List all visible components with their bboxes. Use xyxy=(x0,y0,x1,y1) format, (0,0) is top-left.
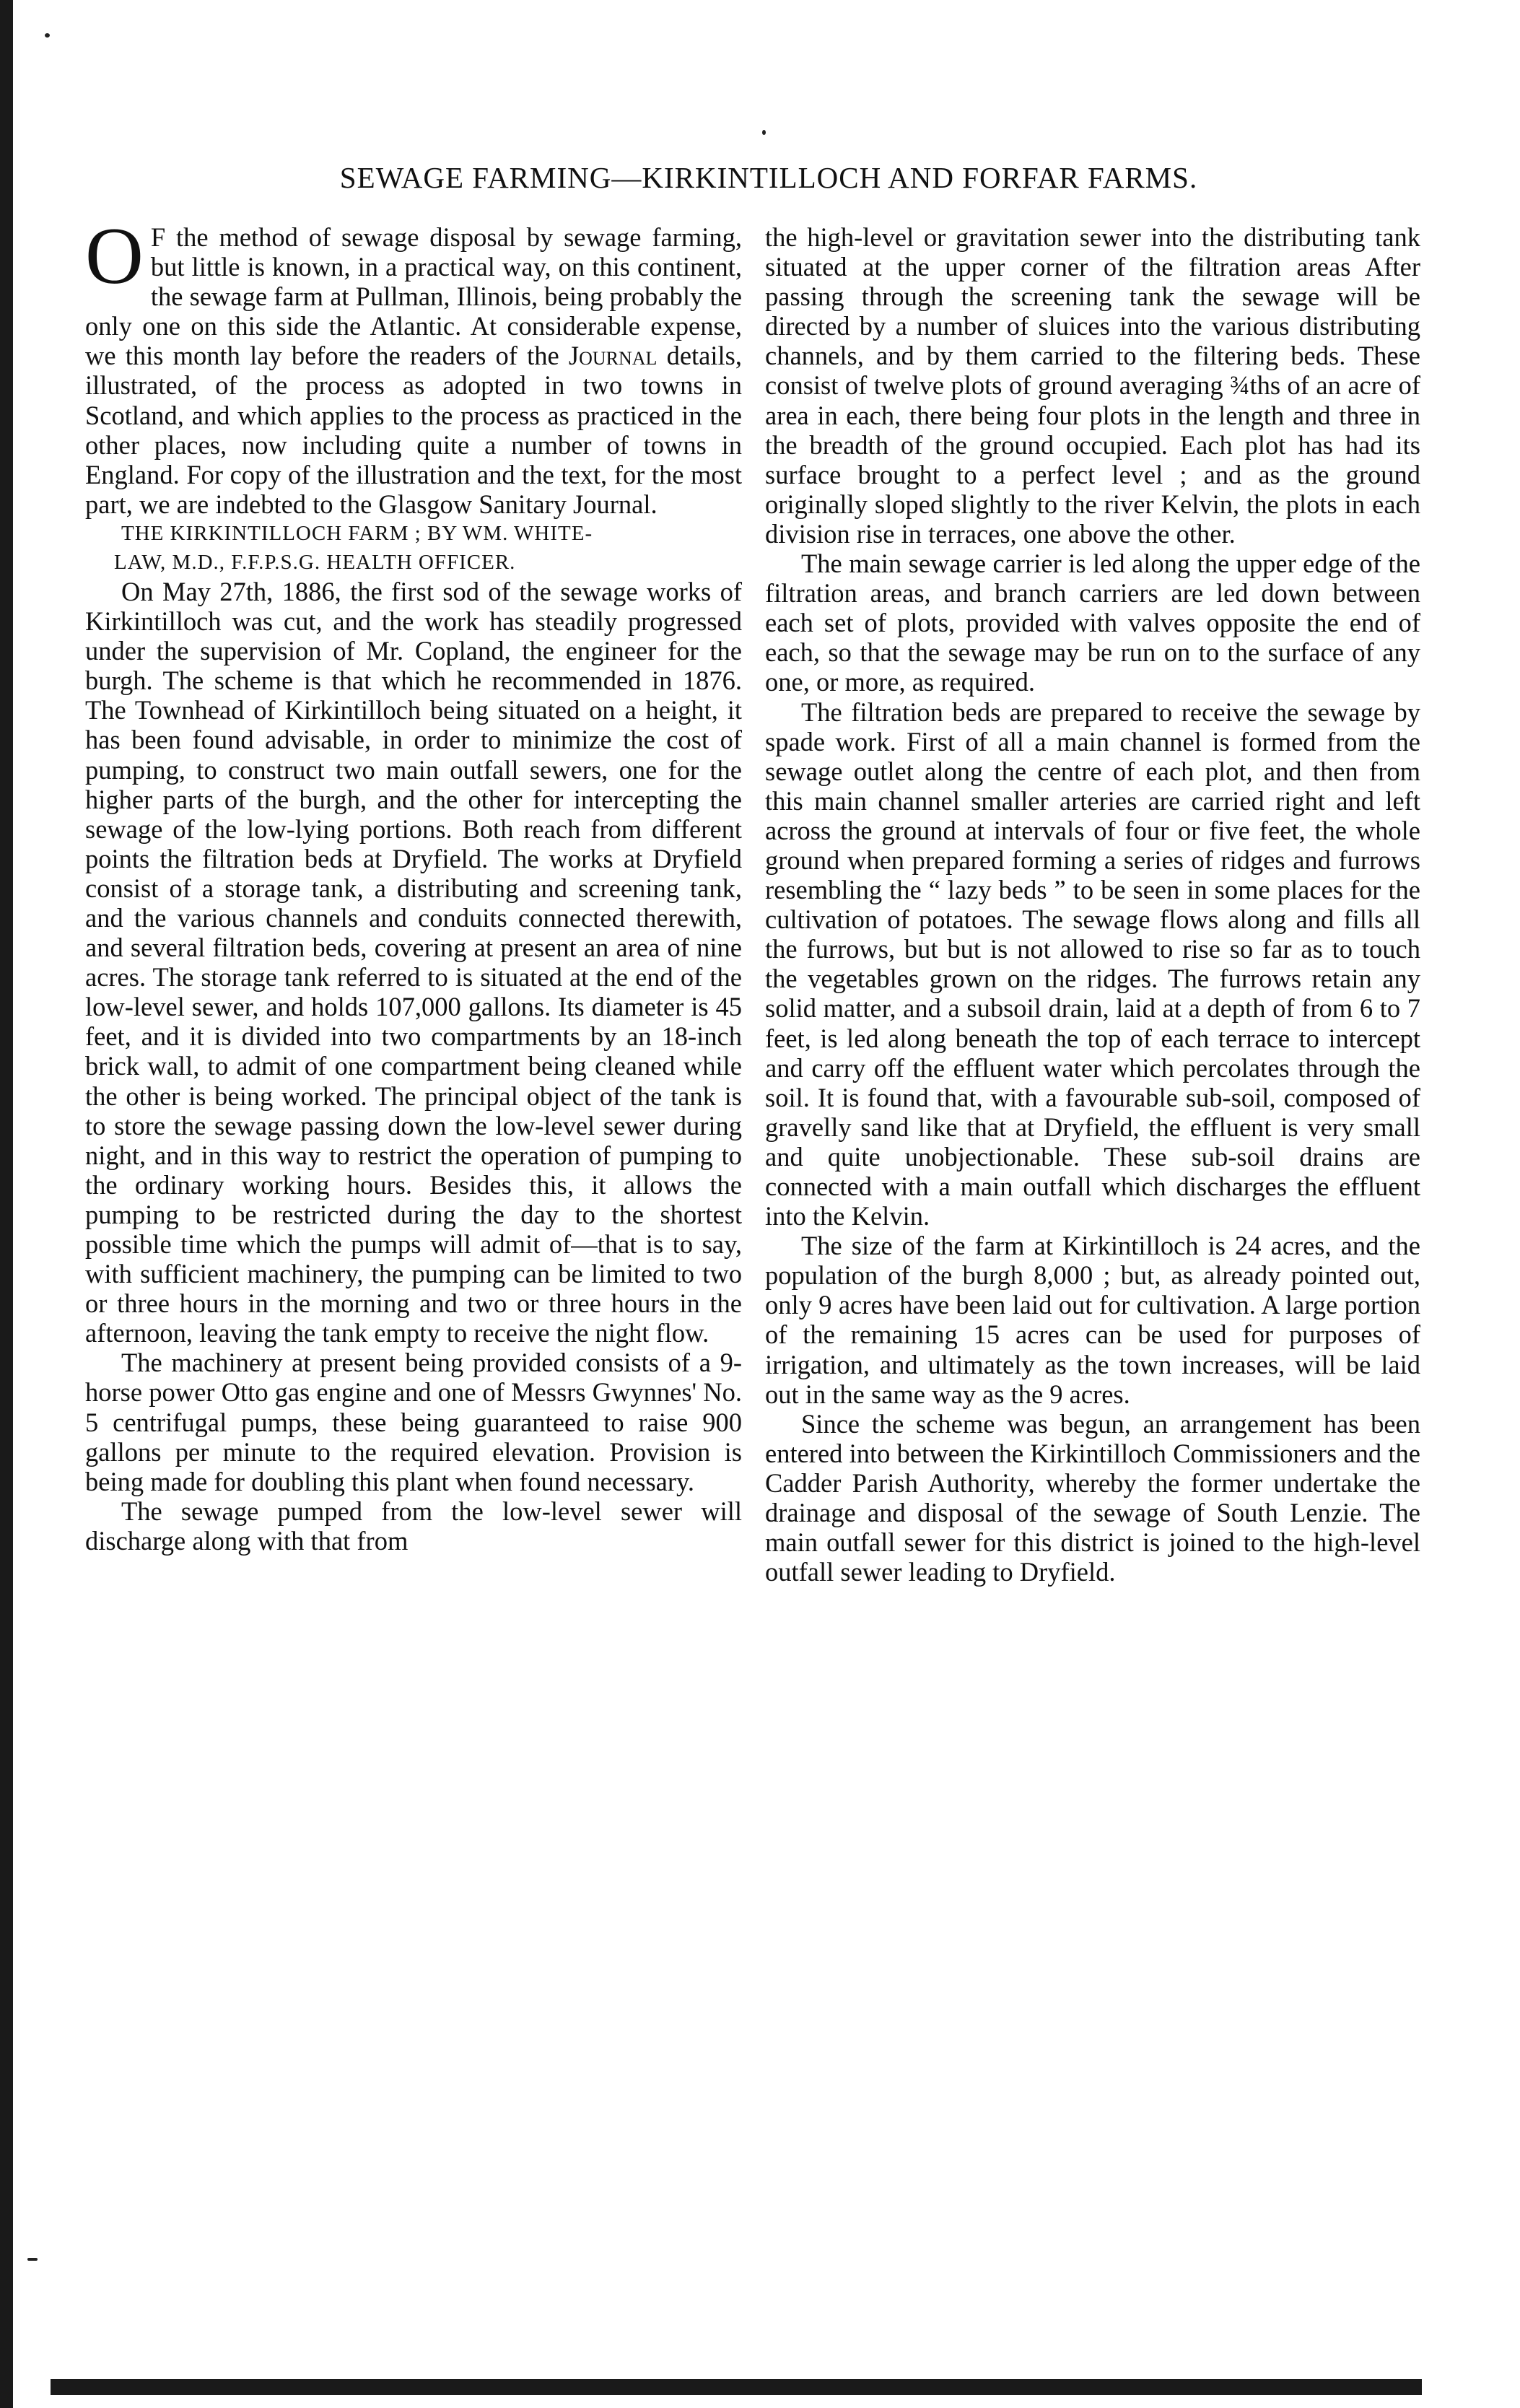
paragraph: The machinery at present being provided consists of a 9-horse power Otto gas engine and one of Messrs Gwynnes' No. 5 centrifugal pumps, these being guaranteed to raise 900 gallons per minute to the required elevation. Provision is being made for doubling this plant when found necessary. xyxy=(85,1348,742,1496)
paragraph: On May 27th, 1886, the first sod of the sewage works of Kirkintilloch was cut, and the work has steadily progressed under the supervision of Mr. Copland, the engineer for the burgh. The scheme is that which he recommended in 1876. The Townhead of Kirkintilloch being situated on a height, it has been found advisable, in order to minimize the cost of pumping, to construct two main outfall sewers, one for the higher parts of the burgh, and the other for intercepting the sewage of the low-lying portions. Both reach from different points the filtration beds at Dryfield. The works at Dryfield consist of a storage tank, a distributing and screening tank, and the various channels and conduits connected therewith, and several filtration beds, covering at present an area of nine acres. The storage tank referred to is situated at the end of the low-level sewer, and holds 107,000 gallons. Its diameter is 45 feet, and it is divided into two compartments by an 18-inch brick wall, to admit of one compartment being cleaned while the other is being worked. The principal object of the tank is to store the sewage passing down the low-level sewer during night, and in this way to restrict the operation of pumping to the ordinary working hours. Besides this, it allows the pumping to be restricted during the day to the shortest possible time which the pumps will admit of—that is to say, with sufficient machinery, the pumping can be limited to two or three hours in the morning and two or three hours in the afternoon, leaving the tank empty to receive the night flow. xyxy=(85,576,742,1348)
intro-paragraph xyxy=(85,211,742,519)
ink-speck xyxy=(762,130,766,135)
paragraph: The main sewage carrier is led along the upper edge of the filtration areas, and branch carriers are led down between each set of plots, provided with valves opposite the end of each, so that the sewage may be run on to the surface of any one, or more, as required. xyxy=(765,549,1420,697)
paragraph: The filtration beds are prepared to receive the sewage by spade work. First of all a main channel is formed from the sewage outlet along the centre of each plot, and then from this main channel smaller arteries are carried right and left across the ground at intervals of four or five feet, the whole ground when prepared forming a series of ridges and furrows resembling the “ lazy beds ” to be seen in some places for the cultivation of potatoes. The sewage flows along and fills all the furrows, but but is not allowed to rise so far as to touch the vegetables grown on the ridges. The furrows retain any solid matter, and a subsoil drain, laid at a depth of from 6 to 7 feet, is led along beneath the top of each terrace to intercept and carry off the effluent water which percolates through the soil. It is found that, with a favourable sub-soil, composed of gravelly sand like that at Dryfield, the effluent is very small and quite unobjectionable. These sub-soil drains are connected with a main outfall which discharges the effluent into the Kelvin. xyxy=(765,697,1420,1231)
subhead-line1: THE KIRKINTILLOCH FARM ; BY WM. WHITE- xyxy=(121,521,593,545)
article-title: SEWAGE FARMING—KIRKINTILLOCH AND FORFAR FARMS. xyxy=(339,161,1198,194)
paragraph-continued: the high-level or gravitation sewer into the distributing tank situated at the upper corner of the filtration areas After passing through the screening tank the sewage will be directed by a number of sluices into the various distributing channels, and by them carried to the filtering beds. These consist of twelve plots of ground averaging ¾ths of an acre of area in each, there being four plots in the length and three in the breadth of the ground occupied. Each plot has had its surface brought to a perfect level ; and as the ground originally sloped slightly to the river Kelvin, the plots in each division rise in terraces, one above the other. xyxy=(765,222,1420,549)
paragraph: Since the scheme was begun, an arrangement has been entered into between the Kirkintilloch Commissioners and the Cadder Parish Authority, whereby the former undertake the drainage and disposal of the sewage of South Lenzie. The main outfall sewer for this district is joined to the high-level outfall sewer leading to Dryfield. xyxy=(765,1408,1420,1587)
ink-speck xyxy=(45,33,50,38)
paragraph: The size of the farm at Kirkintilloch is 24 acres, and the population of the burgh 8,000 ; but, as already pointed out, only 9 acres have been laid out for cultivation. A large portion of the remaining 15 acres can be used for purposes of irrigation, and ultimately as the town increases, will be laid out in the same way as the 9 acres. xyxy=(765,1231,1420,1409)
bottom-rule xyxy=(51,2379,1422,2395)
left-margin-rule xyxy=(0,0,13,2408)
journal-name: Journal xyxy=(568,341,658,371)
intro-text-a: F the method of sewage disposal by sewage farming, but little is known, in a practical way, on this continent, the sewage farm at Pullman, Illinois, being probably the only one on this side the Atlantic. At considerable expense, we this month lay before the readers of the xyxy=(85,222,742,371)
section-subheading xyxy=(85,519,742,577)
subhead-line2: LAW, M.D., F.F.P.S.G. HEALTH OFFICER. xyxy=(114,550,516,574)
ink-speck xyxy=(27,2258,38,2261)
paragraph: The sewage pumped from the low-level sewer will discharge along with that from xyxy=(85,1496,742,1556)
right-column xyxy=(765,222,1420,1587)
drop-cap: O xyxy=(85,211,144,301)
left-column xyxy=(85,211,742,1556)
intro-text-b: details, illustrated, of the process as adopted in two towns in Scotland, and which applies to the process as practiced in the other places, now including quite a number of towns in England. For copy of the illustration and the text, for the most part, we are indebted to the Glasgow Sanitary Journal. xyxy=(85,341,742,519)
